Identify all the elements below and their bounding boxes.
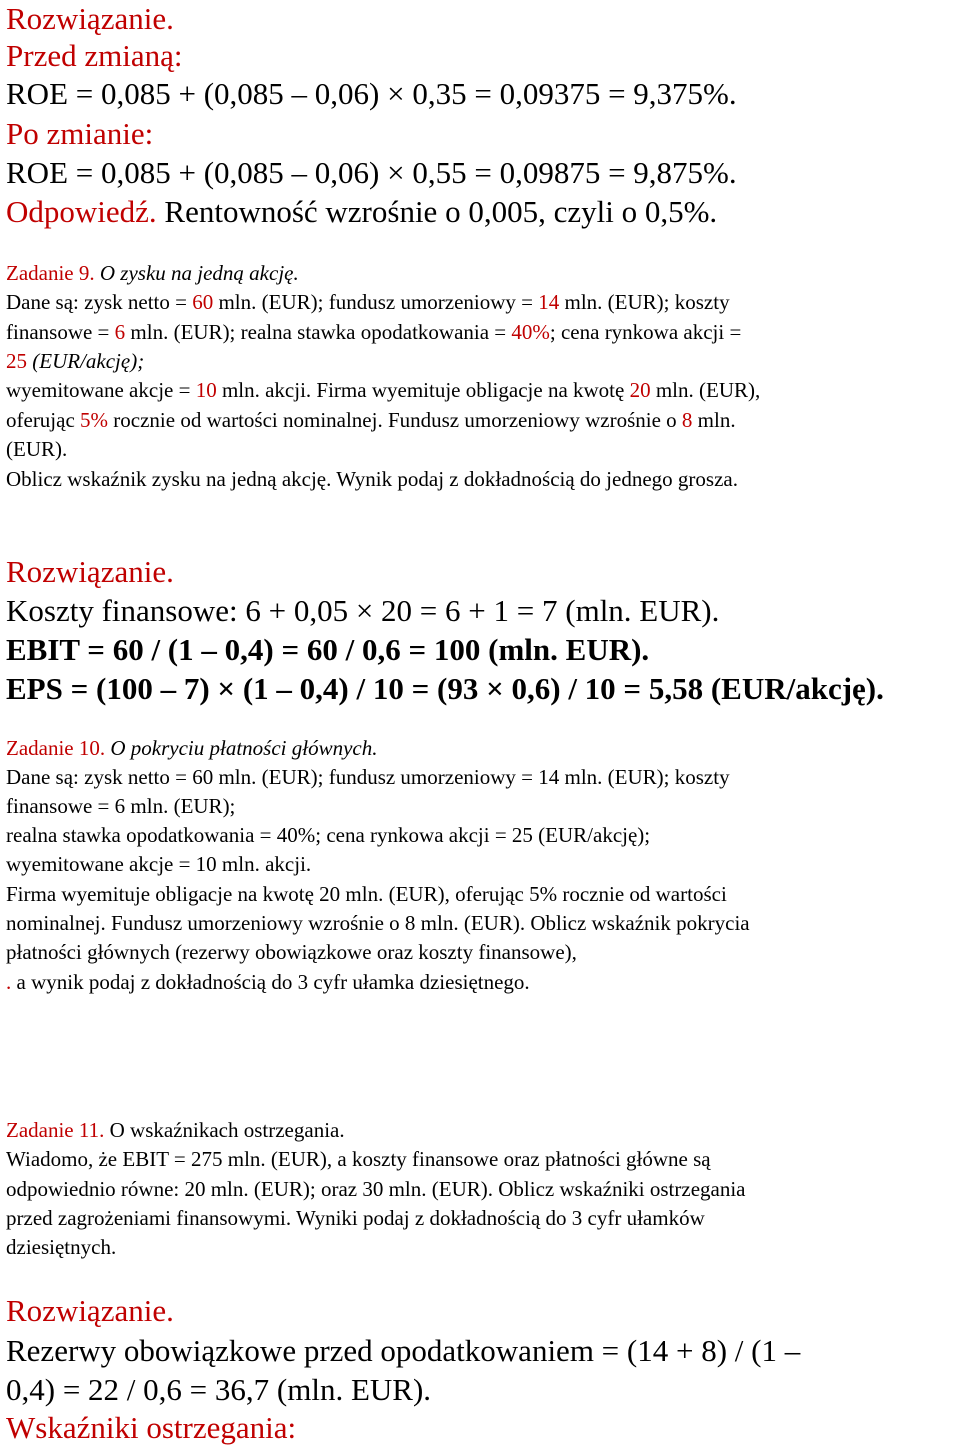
text: rocznie od wartości nominalnej. Fundusz umorzeniowy wzrośnie o xyxy=(108,408,682,432)
text: mln. (EUR); realna stawka opodatkowania = xyxy=(125,320,512,344)
solution-heading-2: Rozwiązanie. xyxy=(6,554,174,589)
task9-heading xyxy=(6,263,299,284)
task9-line-3 xyxy=(6,351,144,372)
roe-after-formula: ROE = 0,085 + (0,085 – 0,06) × 0,55 = 0,09875 = 9,875%. xyxy=(6,155,737,190)
task10-title: Zadanie 10. xyxy=(6,736,106,760)
answer-label: Odpowiedź. xyxy=(6,194,157,229)
text: a wynik podaj z dokładnością do 3 cyfr ułamka dziesiętnego. xyxy=(11,970,530,994)
text: Dane są: zysk netto = xyxy=(6,290,193,314)
text: oferując xyxy=(6,408,81,432)
task10-heading xyxy=(6,738,378,759)
task10-line-7: płatności głównych (rezerwy obowiązkowe oraz koszty finansowe), xyxy=(6,940,577,964)
value: 20 xyxy=(629,378,651,402)
value: 60 xyxy=(192,290,214,314)
task11-line-2: odpowiednio równe: 20 mln. (EUR); oraz 30 mln. (EUR). Oblicz wskaźniki ostrzegania xyxy=(6,1177,746,1201)
value: 10 xyxy=(195,378,217,402)
task9-title: Zadanie 9. xyxy=(6,261,95,285)
task10-line-6: nominalnej. Fundusz umorzeniowy wzrośnie o 8 mln. (EUR). Oblicz wskaźnik pokrycia xyxy=(6,911,750,935)
task9-line-6: (EUR). xyxy=(6,437,68,461)
task10-line-1: Dane są: zysk netto = 60 mln. (EUR); fundusz umorzeniowy = 14 mln. (EUR); koszty xyxy=(6,765,730,789)
task10-subtitle: O pokryciu płatności głównych. xyxy=(110,736,378,760)
task9-line-2 xyxy=(6,322,741,343)
ebit-formula: EBIT = 60 / (1 – 0,4) = 60 / 0,6 = 100 (mln. EUR). xyxy=(6,632,650,667)
answer-text: Rentowność wzrośnie o 0,005, czyli o 0,5%. xyxy=(164,194,718,229)
task11-line-3: przed zagrożeniami finansowymi. Wyniki podaj z dokładnością do 3 cyfr ułamków xyxy=(6,1206,705,1230)
value: 40% xyxy=(511,320,550,344)
solution-heading: Rozwiązanie. xyxy=(6,1,174,36)
task11-heading xyxy=(6,1120,345,1141)
value: 6 xyxy=(114,320,126,344)
task10-line-3: realna stawka opodatkowania = 40%; cena rynkowa akcji = 25 (EUR/akcję); xyxy=(6,823,651,847)
task9-line-1 xyxy=(6,292,730,313)
value: 14 xyxy=(538,290,560,314)
text: mln. akcji. Firma wyemituje obligacje na kwotę xyxy=(216,378,630,402)
eps-formula: EPS = (100 – 7) × (1 – 0,4) / 10 = (93 × 0,6) / 10 = 5,58 (EUR/akcję). xyxy=(6,671,884,706)
roe-before-formula: ROE = 0,085 + (0,085 – 0,06) × 0,35 = 0,09375 = 9,375%. xyxy=(6,76,737,111)
task10-line-4: wyemitowane akcje = 10 mln. akcji. xyxy=(6,852,312,876)
task11-line-4: dziesiętnych. xyxy=(6,1235,117,1259)
task10-line-5: Firma wyemituje obligacje na kwotę 20 mln. (EUR), oferując 5% rocznie od wartości xyxy=(6,882,727,906)
reserves-formula-line-2: 0,4) = 22 / 0,6 = 36,7 (mln. EUR). xyxy=(6,1372,432,1407)
reserves-formula-line-1: Rezerwy obowiązkowe przed opodatkowaniem = (14 + 8) / (1 – xyxy=(6,1333,801,1368)
text: (EUR/akcję); xyxy=(27,349,145,373)
warning-ratios-heading: Wskaźniki ostrzegania: xyxy=(6,1410,297,1445)
text: ; cena rynkowa akcji = xyxy=(549,320,742,344)
text: mln. xyxy=(692,408,736,432)
value: 5% xyxy=(80,408,109,432)
text: mln. (EUR), xyxy=(650,378,761,402)
task9-line-4 xyxy=(6,380,760,401)
value: 25 xyxy=(6,349,27,373)
task10-line-8 xyxy=(6,972,530,993)
value: 8 xyxy=(681,408,693,432)
task9-line-7: Oblicz wskaźnik zysku na jedną akcję. Wynik podaj z dokładnością do jednego grosza. xyxy=(6,467,738,491)
text: . xyxy=(6,970,12,994)
task9-subtitle: O zysku na jedną akcję. xyxy=(99,261,299,285)
text: mln. (EUR); koszty xyxy=(559,290,730,314)
text: wyemitowane akcje = xyxy=(6,378,196,402)
task11-title: Zadanie 11. xyxy=(6,1118,105,1142)
text: finansowe = xyxy=(6,320,115,344)
answer-line xyxy=(6,196,717,227)
text: mln. (EUR); fundusz umorzeniowy = xyxy=(213,290,539,314)
task11-line-1: Wiadomo, że EBIT = 275 mln. (EUR), a koszty finansowe oraz płatności główne są xyxy=(6,1147,711,1171)
before-change-label: Przed zmianą: xyxy=(6,38,183,73)
solution-heading-3: Rozwiązanie. xyxy=(6,1293,174,1328)
after-change-label: Po zmianie: xyxy=(6,116,154,151)
financial-costs-formula: Koszty finansowe: 6 + 0,05 × 20 = 6 + 1 = 7 (mln. EUR). xyxy=(6,593,720,628)
task9-line-5 xyxy=(6,410,736,431)
task10-line-2: finansowe = 6 mln. (EUR); xyxy=(6,794,236,818)
task11-subtitle: O wskaźnikach ostrzegania. xyxy=(109,1118,345,1142)
